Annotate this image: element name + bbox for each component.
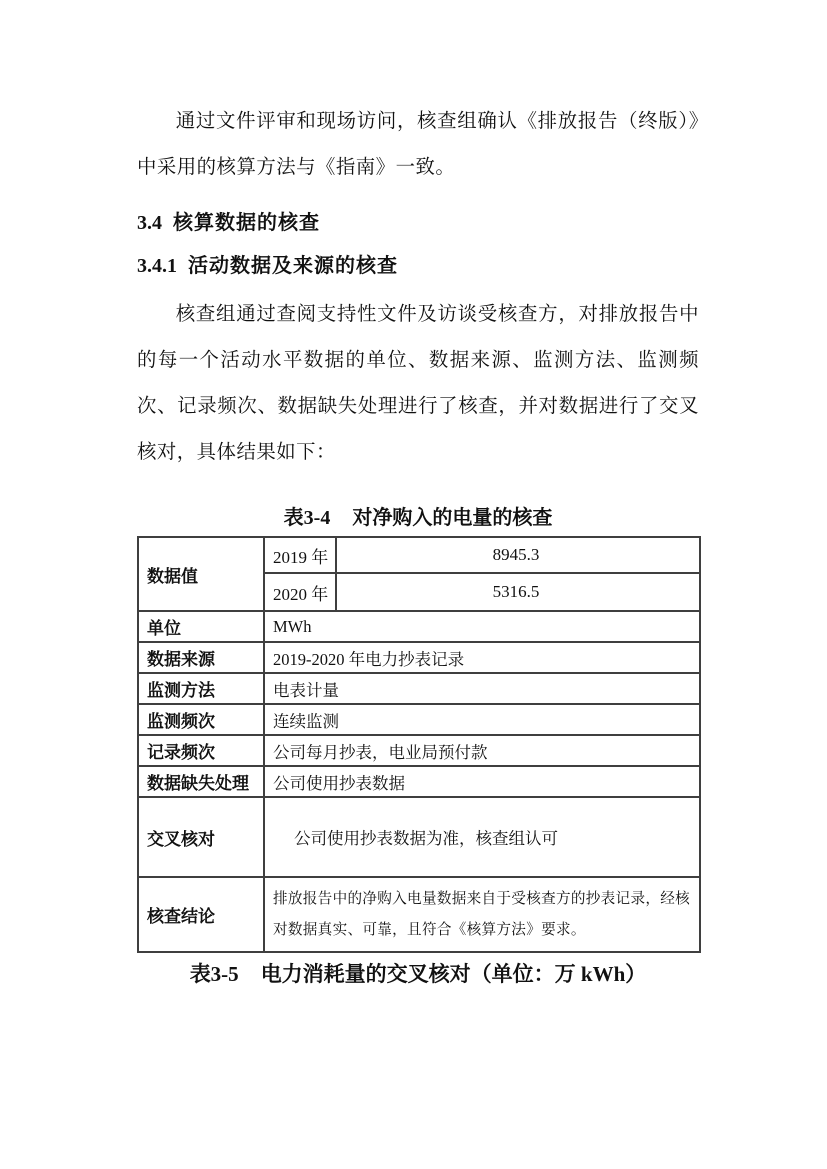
table-3-5-caption-label: 表3-5 (189, 962, 239, 986)
row-label-unit: 单位 (138, 611, 264, 642)
verification-table-3-4 (137, 536, 701, 953)
row-value-recording-frequency: 公司每月抄表，电业局预付款 (264, 735, 700, 766)
row-value-missing-data-handling: 公司使用抄表数据 (264, 766, 700, 797)
row-value-monitoring-frequency: 连续监测 (264, 704, 700, 735)
row-value-unit: MWh (264, 611, 700, 642)
heading-3-4-1-title: 活动数据及来源的核查 (188, 255, 398, 277)
heading-3-4-1-number: 3.4.1 (137, 255, 177, 277)
table-3-4-caption (137, 501, 699, 530)
table-3-4-caption-label: 表3-4 (283, 507, 331, 529)
paragraph-activity-data-check: 核查组通过查阅支持性文件及访谈受核查方，对排放报告中的每一个活动水平数据的单位、数据来源、监测方法、监测频次、记录频次、数据缺失处理进行了核查，并对数据进行了交叉核对，具体结果如下： (137, 304, 699, 463)
row-label-data-value: 数据值 (138, 537, 264, 611)
table-row-missing-data-handling (138, 766, 700, 797)
row-label-recording-frequency: 记录频次 (138, 735, 264, 766)
row-label-conclusion: 核查结论 (138, 877, 264, 952)
table-row-data-source (138, 642, 700, 673)
row-label-cross-check: 交叉核对 (138, 797, 264, 877)
value-cell-2019: 8945.3 (336, 537, 700, 573)
row-label-missing-data-handling: 数据缺失处理 (138, 766, 264, 797)
table-3-4-caption-title: 对净购入的电量的核查 (352, 507, 553, 529)
row-value-monitoring-method: 电表计量 (264, 673, 700, 704)
row-label-data-source: 数据来源 (138, 642, 264, 673)
heading-3-4-title: 核算数据的核查 (173, 212, 320, 234)
heading-3-4 (137, 206, 320, 235)
table-row-conclusion (138, 877, 700, 952)
table-3-5-caption-title: 电力消耗量的交叉核对（单位：万 kWh） (260, 962, 647, 986)
row-label-monitoring-frequency: 监测频次 (138, 704, 264, 735)
heading-3-4-1 (137, 249, 398, 278)
heading-3-4-number: 3.4 (137, 212, 162, 234)
value-cell-2020: 5316.5 (336, 573, 700, 611)
table-3-5-caption (137, 958, 699, 988)
row-label-monitoring-method: 监测方法 (138, 673, 264, 704)
table-row-data-value-2019 (138, 537, 700, 573)
paragraph-method-confirmation: 通过文件评审和现场访问，核查组确认《排放报告（终版）》中采用的核算方法与《指南》一致。 (137, 111, 699, 178)
row-value-conclusion: 排放报告中的净购入电量数据来自于受核查方的抄表记录，经核对数据真实、可靠，且符合《核算方法》要求。 (264, 877, 700, 952)
table-row-monitoring-frequency (138, 704, 700, 735)
table-row-monitoring-method (138, 673, 700, 704)
year-cell-2019: 2019 年 (264, 537, 336, 573)
table-row-unit (138, 611, 700, 642)
row-value-data-source: 2019-2020 年电力抄表记录 (264, 642, 700, 673)
table-row-recording-frequency (138, 735, 700, 766)
table-row-cross-check (138, 797, 700, 877)
year-cell-2020: 2020 年 (264, 573, 336, 611)
row-value-cross-check: 公司使用抄表数据为准，核查组认可 (264, 797, 700, 877)
